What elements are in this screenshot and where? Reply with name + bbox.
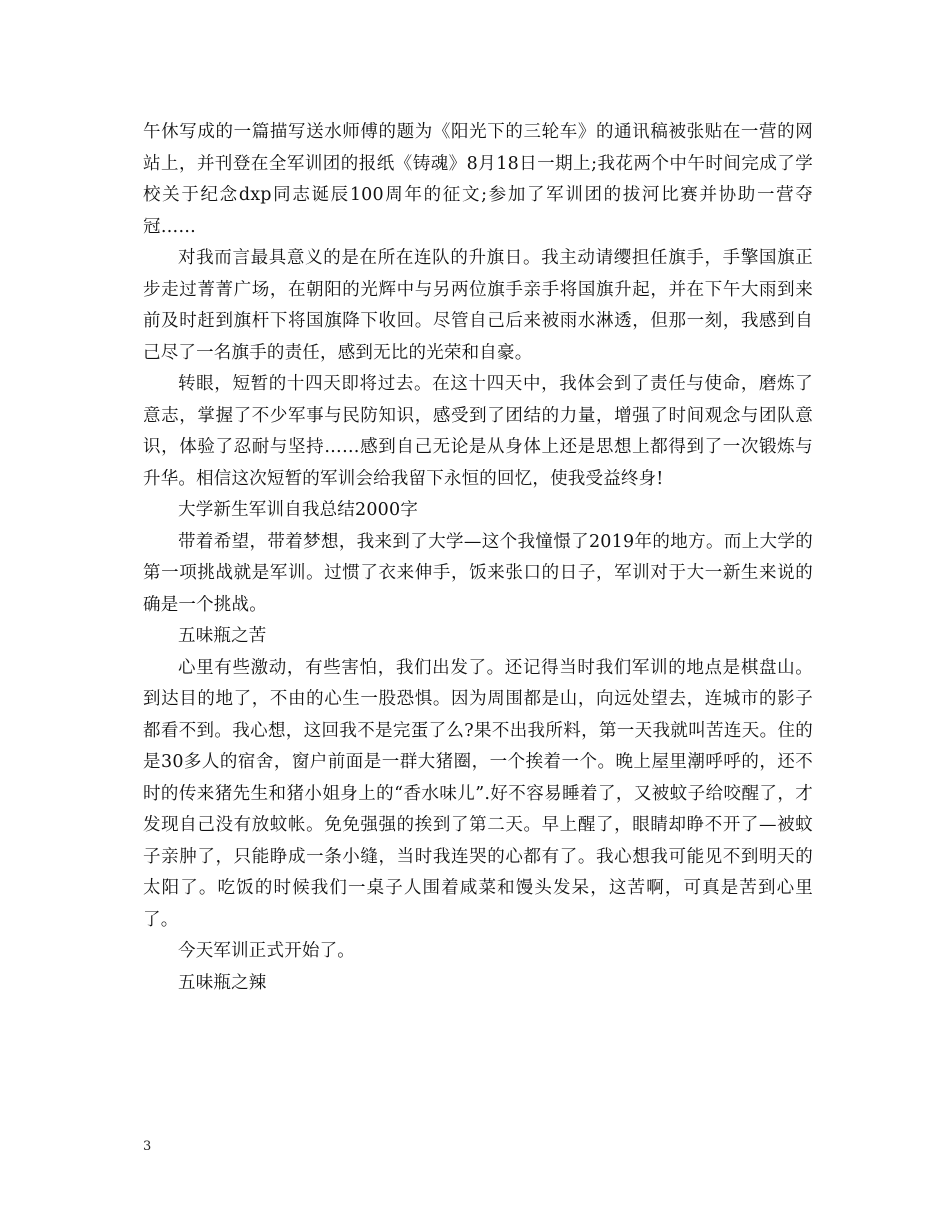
paragraph: 带着希望，带着梦想，我来到了大学—这个我憧憬了2019年的地方。而上大学的第一项挑战就是军训。过惯了衣来伸手，饭来张口的日子，军训对于大一新生来说的确是一个挑战。 bbox=[143, 531, 813, 615]
paragraph: 今天军训正式开始了。 bbox=[178, 941, 355, 961]
document-body bbox=[143, 117, 813, 999]
paragraph: 对我而言最具意义的是在所在连队的升旗日。我主动请缨担任旗手，手擎国旗正步走过菁菁广场，在朝阳的光辉中与另两位旗手亲手将国旗升起，并在下午大雨到来前及时赶到旗杆下将国旗降下收回。尽管自己后来被雨水淋透，但那一刻，我感到自己尽了一名旗手的责任，感到无比的光荣和自豪。 bbox=[143, 248, 813, 363]
paragraph: 心里有些激动，有些害怕，我们出发了。还记得当时我们军训的地点是棋盘山。到达目的地了，不由的心生一股恐惧。因为周围都是山，向远处望去，连城市的影子都看不到。我心想，这回我不是完蛋了么?果不出我所料，第一天我就叫苦连天。住的是30多人的宿舍，窗户前面是一群大猪圈，一个挨着一个。晚上屋里潮呼呼的，还不时的传来猪先生和猪小姐身上的“香水味儿”.好不容易睡着了，又被蚊子给咬醒了，才发现自己没有放蚊帐。免免强强的挨到了第二天。早上醒了，眼睛却睁不开了—被蚊子亲肿了，只能睁成一条小缝，当时我连哭的心都有了。我心想我可能见不到明天的太阳了。吃饭的时候我们一桌子人围着咸菜和馒头发呆，这苦啊，可真是苦到心里了。 bbox=[143, 657, 813, 930]
paragraph: 午休写成的一篇描写送水师傅的题为《阳光下的三轮车》的通讯稿被张贴在一营的网站上，并刊登在全军训团的报纸《铸魂》8月18日一期上;我花两个中午时间完成了学校关于纪念dxp同志诞辰100周年的征文;参加了军训团的拔河比赛并协助一营夺冠…… bbox=[143, 122, 813, 237]
section-heading: 五味瓶之辣 bbox=[178, 972, 267, 993]
section-heading: 五味瓶之苦 bbox=[178, 626, 267, 646]
paragraph: 转眼，短暂的十四天即将过去。在这十四天中，我体会到了责任与使命，磨炼了意志，掌握了不少军事与民防知识，感受到了团结的力量，增强了时间观念与团队意识，体验了忍耐与坚持……感到自己无论是从身体上还是思想上都得到了一次锻炼与升华。相信这次短暂的军训会给我留下永恒的回忆，使我受益终身! bbox=[143, 374, 813, 489]
page-number: 3 bbox=[143, 1139, 152, 1154]
section-heading: 大学新生军训自我总结2000字 bbox=[178, 500, 419, 520]
